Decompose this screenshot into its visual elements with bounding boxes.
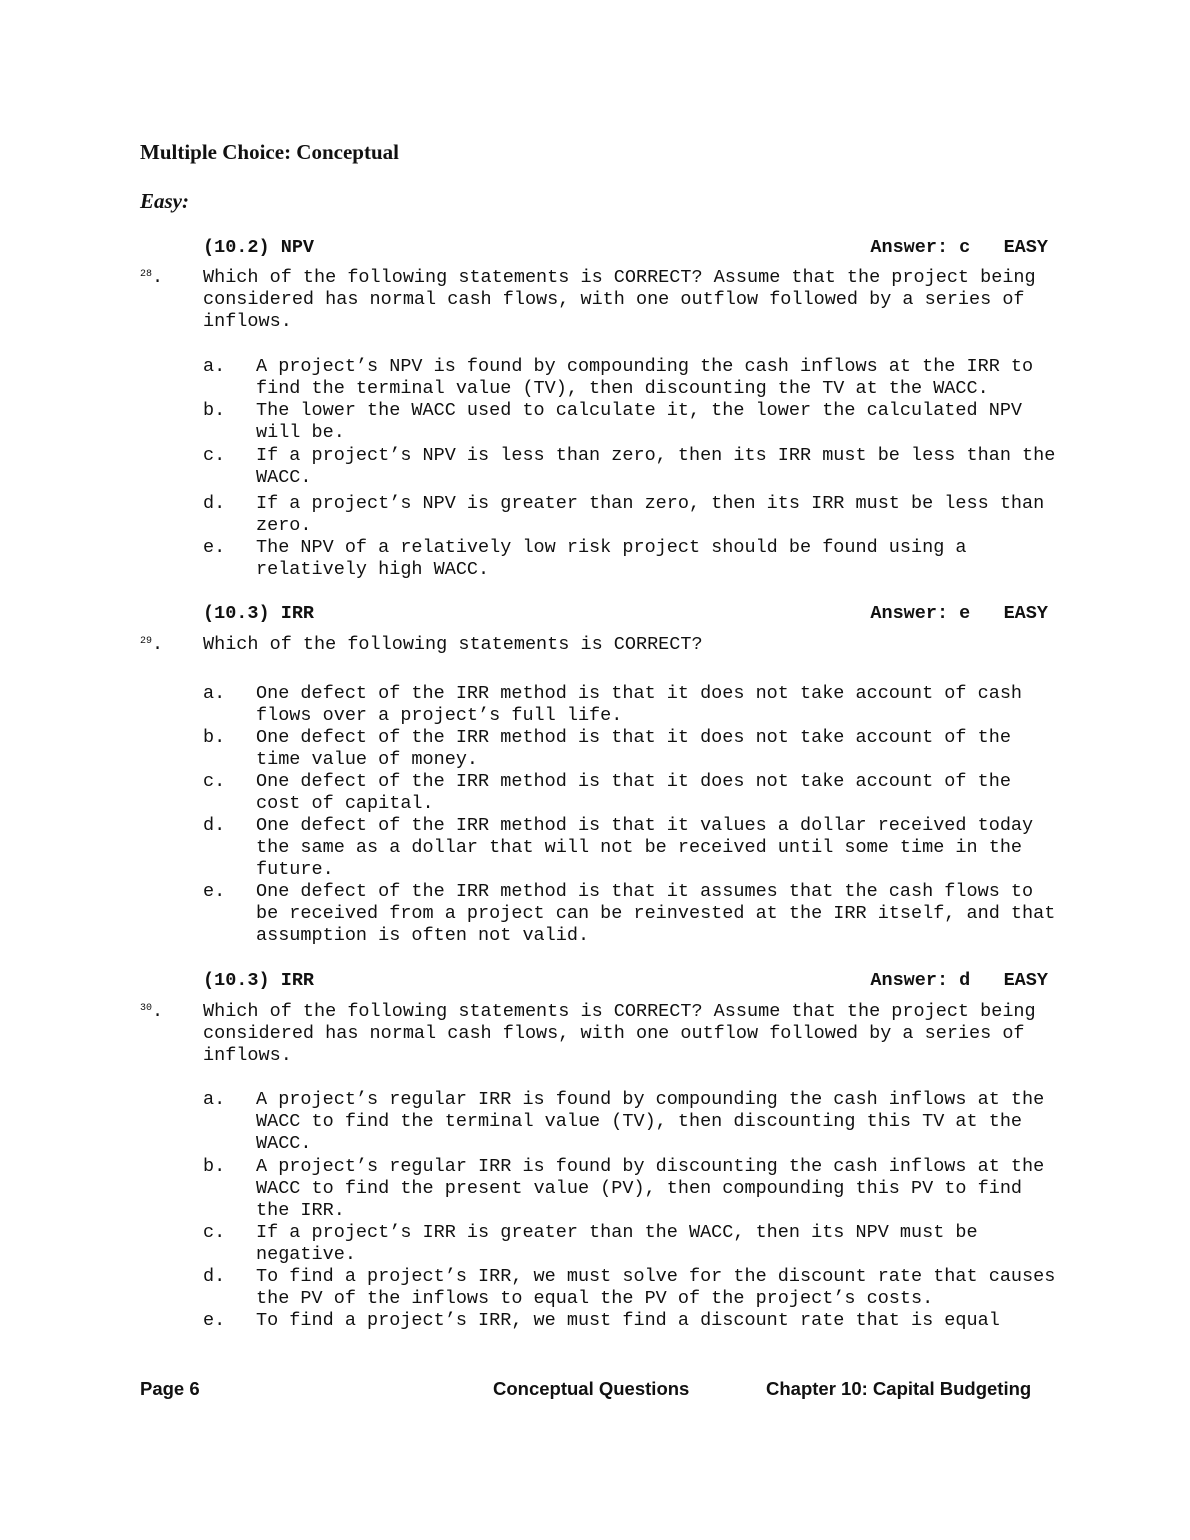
answer-choices: [203, 356, 1063, 581]
question-number: $^{30}$.: [140, 1001, 164, 1022]
answer-choice: d. One defect of the IRR method is that it values a dollar received today the same as a dollar that will not be received until some time in the future.: [203, 815, 1034, 880]
question-text: Which of the following statements is CORRECT? Assume that the project being considered has normal cash flows, with one outflow followed by a series of inflows.: [203, 267, 1036, 332]
answer-choice: c. One defect of the IRR method is that it does not take account of the cost of capital.: [203, 771, 1011, 814]
question-topic: (10.3) IRR: [203, 970, 315, 991]
footer-section: Conceptual Questions: [493, 1378, 690, 1399]
footer-chapter: Chapter 10: Capital Budgeting: [766, 1378, 1032, 1399]
question-header: [203, 970, 1048, 992]
answer-choice: e. To find a project’s IRR, we must find a discount rate that is equal: [203, 1310, 1000, 1331]
footer-page-number: Page 6: [140, 1378, 200, 1399]
answer-choice: d. If a project’s NPV is greater than zero, then its IRR must be less than zero.: [203, 493, 1045, 536]
answer-choice: e. One defect of the IRR method is that it assumes that the cash flows to be received from a project can be reinvested at the IRR itself, and that assumption is often not valid.: [203, 881, 1056, 946]
answer-choice: b. A project’s regular IRR is found by discounting the cash inflows at the WACC to find the present value (PV), then compounding this PV to find the IRR.: [203, 1156, 1045, 1221]
answer-choices: [203, 683, 1063, 947]
question-text: Which of the following statements is CORRECT? Assume that the project being considered has normal cash flows, with one outflow followed by a series of inflows.: [203, 1001, 1036, 1066]
section-title: Multiple Choice: Conceptual: [140, 140, 399, 164]
question-number: $^{28}$.: [140, 267, 164, 288]
answer-choice: c. If a project’s NPV is less than zero, then its IRR must be less than the WACC.: [203, 445, 1056, 488]
answer-choice: d. To find a project’s IRR, we must solve for the discount rate that causes the PV of the inflows to equal the PV of the project’s costs.: [203, 1266, 1056, 1309]
answer-choice: e. The NPV of a relatively low risk project should be found using a relatively high WACC.: [203, 537, 967, 580]
answer-choice: b. The lower the WACC used to calculate it, the lower the calculated NPV will be.: [203, 400, 1023, 443]
answer-choice: a. A project’s NPV is found by compounding the cash inflows at the IRR to find the terminal value (TV), then discounting the TV at the WACC.: [203, 356, 1034, 399]
question-answer: Answer: d EASY: [870, 970, 1048, 991]
question-topic: (10.2) NPV: [203, 237, 315, 258]
question-answer: Answer: e EASY: [870, 603, 1048, 624]
answer-choices: [203, 1089, 1063, 1332]
question-header: [203, 237, 1048, 259]
answer-choice: b. One defect of the IRR method is that it does not take account of the time value of money.: [203, 727, 1011, 770]
question-header: [203, 603, 1048, 625]
question-number: $^{29}$.: [140, 634, 164, 655]
question-answer: Answer: c EASY: [870, 237, 1048, 258]
question-text: Which of the following statements is CORRECT?: [203, 634, 703, 655]
difficulty-heading: Easy:: [140, 189, 189, 213]
answer-choice: a. A project’s regular IRR is found by compounding the cash inflows at the WACC to find the terminal value (TV), then discounting this TV at the WACC.: [203, 1089, 1045, 1154]
answer-choice: c. If a project’s IRR is greater than the WACC, then its NPV must be negative.: [203, 1222, 978, 1265]
answer-choice: a. One defect of the IRR method is that it does not take account of cash flows over a project’s full life.: [203, 683, 1023, 726]
question-topic: (10.3) IRR: [203, 603, 315, 624]
